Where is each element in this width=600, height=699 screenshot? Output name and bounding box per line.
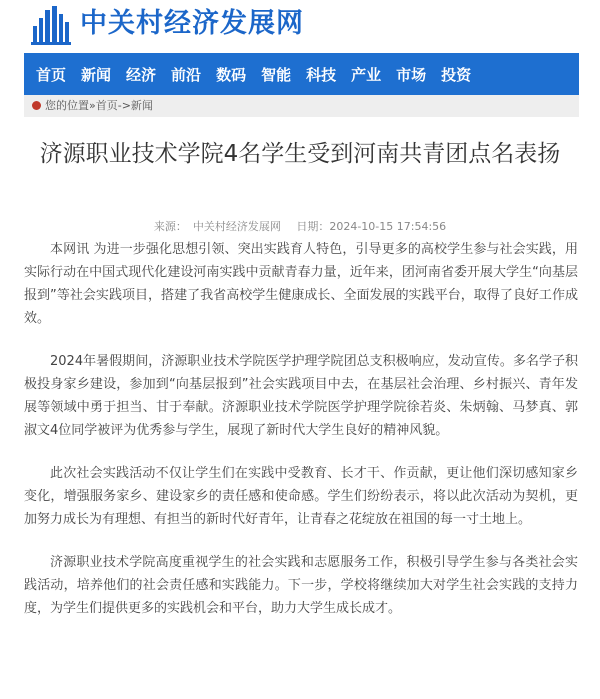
paragraph: 此次社会实践活动不仅让学生们在实践中受教育、长才干、作贡献，更让他们深切感知家乡变化，增强服务家乡、建设家乡的责任感和使命感。学生们纷纷表示，将以此次活动为契机，更加努力成长为有理想、有担当的新时代好青年，让青春之花绽放在祖国的每一寸土地上。 xyxy=(24,466,578,527)
nav-item-market[interactable]: 市场 xyxy=(396,65,427,84)
nav-item-news[interactable]: 新闻 xyxy=(81,65,112,84)
breadcrumb-home-link[interactable]: 首页 xyxy=(95,99,118,112)
breadcrumb-news-link[interactable]: 新闻 xyxy=(130,99,153,112)
site-header xyxy=(0,0,600,52)
source-value: 中关村经济发展网 xyxy=(192,220,281,233)
paragraph: 本网讯 为进一步强化思想引领、突出实践育人特色，引导更多的高校学生参与社会实践，用实际行动在中国式现代化建设河南实践中贡献青春力量，近年来，团河南省委开展大学生“向基层报到”等社会实践项目，搭建了我省高校学生健康成长、全面发展的实践平台，取得了良好工作成效。 xyxy=(24,242,578,326)
location-icon xyxy=(32,101,41,110)
source xyxy=(154,220,281,233)
nav-item-industry[interactable]: 产业 xyxy=(351,65,382,84)
breadcrumb-separator: -> xyxy=(117,99,131,112)
article-body xyxy=(24,238,578,640)
nav-item-invest[interactable]: 投资 xyxy=(441,65,472,84)
nav-item-tech[interactable]: 科技 xyxy=(306,65,337,84)
main-nav xyxy=(24,53,579,95)
date-label: 日期： xyxy=(296,220,330,233)
nav-item-economy[interactable]: 经济 xyxy=(126,65,157,84)
nav-item-smart[interactable]: 智能 xyxy=(261,65,292,84)
date xyxy=(296,220,446,233)
source-label: 来源： xyxy=(153,220,187,233)
paragraph: 2024年暑假期间，济源职业技术学院医学护理学院团总支积极响应，发动宣传。多名学子积极投身家乡建设，参加到“向基层报到”社会实践项目中去，在基层社会治理、乡村振兴、青年发展等领域中勇于担当、甘于奉献。济源职业技术学院医学护理学院徐若炎、朱炳翰、马梦真、郭淑文4位同学被评为优秀参与学生，展现了新时代大学生良好的精神风貌。 xyxy=(24,354,578,438)
nav-item-digital[interactable]: 数码 xyxy=(216,65,247,84)
building-logo-icon[interactable] xyxy=(30,4,72,46)
site-name[interactable]: 中关村经济发展网 xyxy=(80,8,304,39)
article-meta xyxy=(0,218,600,234)
article-title: 济源职业技术学院4名学生受到河南共青团点名表扬 xyxy=(39,141,561,167)
breadcrumb-prefix: 您的位置» xyxy=(45,99,96,112)
nav-item-home[interactable]: 首页 xyxy=(36,65,67,84)
breadcrumb xyxy=(24,95,579,117)
nav-item-frontier[interactable]: 前沿 xyxy=(171,65,202,84)
paragraph: 济源职业技术学院高度重视学生的社会实践和志愿服务工作，积极引导学生参与各类社会实践活动，培养他们的社会责任感和实践能力。下一步，学校将继续加大对学生社会实践的支持力度，为学生们提供更多的实践机会和平台，助力大学生成长成才。 xyxy=(24,555,578,616)
date-value: 2024-10-15 17:54:56 xyxy=(329,220,447,233)
